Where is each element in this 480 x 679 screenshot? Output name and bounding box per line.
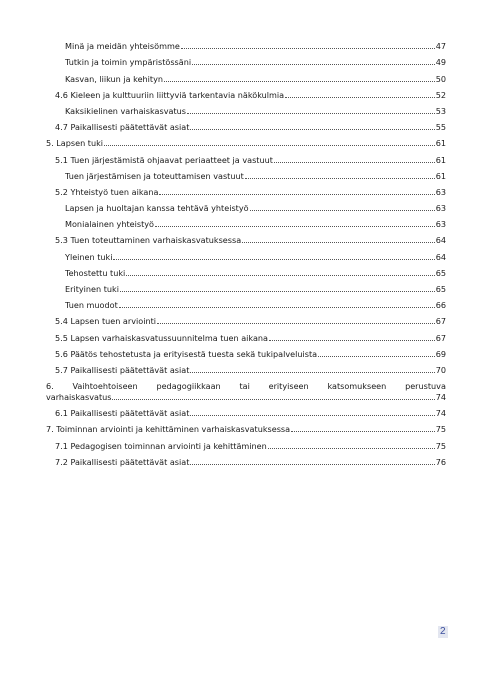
toc-entry-page: 61 <box>435 138 446 149</box>
toc-entry[interactable] <box>46 166 446 182</box>
toc-entry-page: 55 <box>435 122 446 133</box>
toc-entry-title: 5. Lapsen tuki <box>46 138 104 149</box>
toc-word: 6. <box>46 380 54 391</box>
toc-entry-page: 65 <box>435 267 446 278</box>
toc-dot-leader <box>190 415 434 416</box>
table-of-contents <box>46 36 446 468</box>
toc-entry[interactable] <box>46 230 446 246</box>
toc-entry-title: Minä ja meidän yhteisömme <box>65 41 180 52</box>
toc-entry[interactable] <box>46 263 446 279</box>
toc-entry-title: varhaiskasvatus <box>46 391 112 402</box>
toc-entry[interactable] <box>46 295 446 311</box>
toc-entry-title-line2 <box>46 392 446 402</box>
toc-entry-title: 5.2 Yhteistyö tuen aikana <box>55 186 159 197</box>
toc-word: perustuva <box>405 380 446 391</box>
toc-dot-leader <box>268 448 435 449</box>
toc-entry-page: 67 <box>435 332 446 343</box>
toc-entry[interactable] <box>46 452 446 468</box>
toc-entry-page: 50 <box>435 73 446 84</box>
toc-dot-leader <box>126 275 434 276</box>
toc-entry-page: 67 <box>435 316 446 327</box>
toc-entry-page: 63 <box>435 203 446 214</box>
toc-dot-leader <box>190 464 434 465</box>
toc-entry-title: 7. Toiminnan arviointi ja kehittäminen varhaiskasvatuksessa <box>46 424 291 435</box>
toc-dot-leader <box>242 242 435 243</box>
toc-entry-page: 47 <box>435 41 446 52</box>
toc-word: katsomukseen <box>327 380 387 391</box>
toc-dot-leader <box>112 399 434 400</box>
toc-entry-page: 53 <box>435 105 446 116</box>
toc-entry-page: 66 <box>435 300 446 311</box>
toc-entry-title: Tutkin ja toimin ympäristössäni <box>65 57 192 68</box>
toc-entry-title: 5.4 Lapsen tuen arviointi <box>55 316 157 327</box>
toc-entry-title: Monialainen yhteistyö <box>65 219 154 230</box>
toc-entry[interactable] <box>46 117 446 133</box>
toc-dot-leader <box>155 226 435 227</box>
toc-word: pedagogiikkaan <box>156 380 221 391</box>
toc-word: Vaihtoehtoiseen <box>72 380 138 391</box>
toc-dot-leader <box>119 307 435 308</box>
toc-entry[interactable] <box>46 149 446 165</box>
toc-entry-page: 74 <box>435 408 446 419</box>
toc-entry-wrapped[interactable] <box>46 376 446 403</box>
toc-entry-page: 63 <box>435 186 446 197</box>
toc-entry[interactable] <box>46 52 446 68</box>
toc-entry-title: Tehostettu tuki <box>65 267 126 278</box>
toc-dot-leader <box>157 323 435 324</box>
toc-entry-page: 69 <box>435 348 446 359</box>
toc-entry[interactable] <box>46 85 446 101</box>
toc-entry-title: Kasvan, liikun ja kehityn <box>65 73 164 84</box>
toc-word: erityiseen <box>268 380 309 391</box>
toc-dot-leader <box>159 194 434 195</box>
toc-entry-title: Kaksikielinen varhaiskasvatus <box>65 105 186 116</box>
toc-entry-title: Yleinen tuki <box>65 251 113 262</box>
toc-dot-leader <box>113 259 434 260</box>
toc-entry[interactable] <box>46 344 446 360</box>
toc-entry-page: 70 <box>435 364 446 375</box>
toc-entry-page: 49 <box>435 57 446 68</box>
toc-entry-title: 6.1 Paikallisesti päätettävät asiat <box>55 408 190 419</box>
toc-entry-page: 64 <box>435 235 446 246</box>
toc-entry[interactable] <box>46 246 446 262</box>
page-number: 2 <box>440 626 446 637</box>
toc-dot-leader <box>104 145 435 146</box>
toc-dot-leader <box>187 113 435 114</box>
toc-entry[interactable] <box>46 403 446 419</box>
toc-entry-page: 61 <box>435 154 446 165</box>
toc-entry[interactable] <box>46 327 446 343</box>
toc-entry-title: 4.7 Paikallisesti päätettävät asiat <box>55 122 190 133</box>
toc-dot-leader <box>190 129 434 130</box>
toc-dot-leader <box>164 81 435 82</box>
toc-entry-title-line1 <box>46 381 446 391</box>
toc-dot-leader <box>192 64 435 65</box>
toc-dot-leader <box>245 178 435 179</box>
toc-dot-leader <box>274 162 435 163</box>
toc-entry-title: Tuen muodot <box>65 300 118 311</box>
toc-entry-page: 75 <box>435 440 446 451</box>
toc-entry-title: 5.7 Paikallisesti päätettävät asiat <box>55 364 190 375</box>
toc-dot-leader <box>269 340 435 341</box>
toc-entry[interactable] <box>46 419 446 435</box>
toc-dot-leader <box>120 291 435 292</box>
toc-entry-title: 7.1 Pedagogisen toiminnan arviointi ja kehittäminen <box>55 440 267 451</box>
toc-entry-title: 5.6 Päätös tehostetusta ja erityisestä tuesta sekä tukipalveluista <box>55 348 318 359</box>
toc-entry[interactable] <box>46 133 446 149</box>
toc-dot-leader <box>190 372 434 373</box>
toc-entry[interactable] <box>46 279 446 295</box>
toc-entry-title: 5.5 Lapsen varhaiskasvatussuunnitelma tuen aikana <box>55 332 269 343</box>
toc-entry-page: 74 <box>435 391 446 402</box>
toc-entry[interactable] <box>46 101 446 117</box>
toc-entry-page: 76 <box>435 456 446 467</box>
toc-entry-title: 5.1 Tuen järjestämistä ohjaavat periaatteet ja vastuut <box>55 154 273 165</box>
toc-entry-title: Lapsen ja huoltajan kanssa tehtävä yhteistyö <box>65 203 249 214</box>
toc-entry-page: 64 <box>435 251 446 262</box>
toc-dot-leader <box>250 210 435 211</box>
toc-word: tai <box>239 380 250 391</box>
toc-dot-leader <box>181 48 435 49</box>
toc-entry-page: 52 <box>435 89 446 100</box>
toc-entry-page: 63 <box>435 219 446 230</box>
toc-entry[interactable] <box>46 214 446 230</box>
toc-entry-title: 5.3 Tuen toteuttaminen varhaiskasvatuksessa <box>55 235 242 246</box>
toc-entry-page: 75 <box>435 424 446 435</box>
toc-entry[interactable] <box>46 36 446 52</box>
toc-dot-leader <box>318 356 435 357</box>
toc-entry[interactable] <box>46 311 446 327</box>
toc-entry-page: 61 <box>435 170 446 181</box>
toc-entry-title: 7.2 Paikallisesti päätettävät asiat <box>55 456 190 467</box>
toc-entry[interactable] <box>46 435 446 451</box>
toc-dot-leader <box>291 431 435 432</box>
toc-entry[interactable] <box>46 182 446 198</box>
toc-entry[interactable] <box>46 68 446 84</box>
toc-entry-title: Tuen järjestämisen ja toteuttamisen vastuut <box>65 170 244 181</box>
toc-entry[interactable] <box>46 198 446 214</box>
toc-entry[interactable] <box>46 360 446 376</box>
toc-entry-page: 65 <box>435 284 446 294</box>
toc-dot-leader <box>285 97 435 98</box>
toc-entry-title: 4.6 Kieleen ja kulttuuriin liittyviä tarkentavia näkökulmia <box>55 89 285 100</box>
toc-entry-title: Erityinen tuki <box>65 284 119 294</box>
